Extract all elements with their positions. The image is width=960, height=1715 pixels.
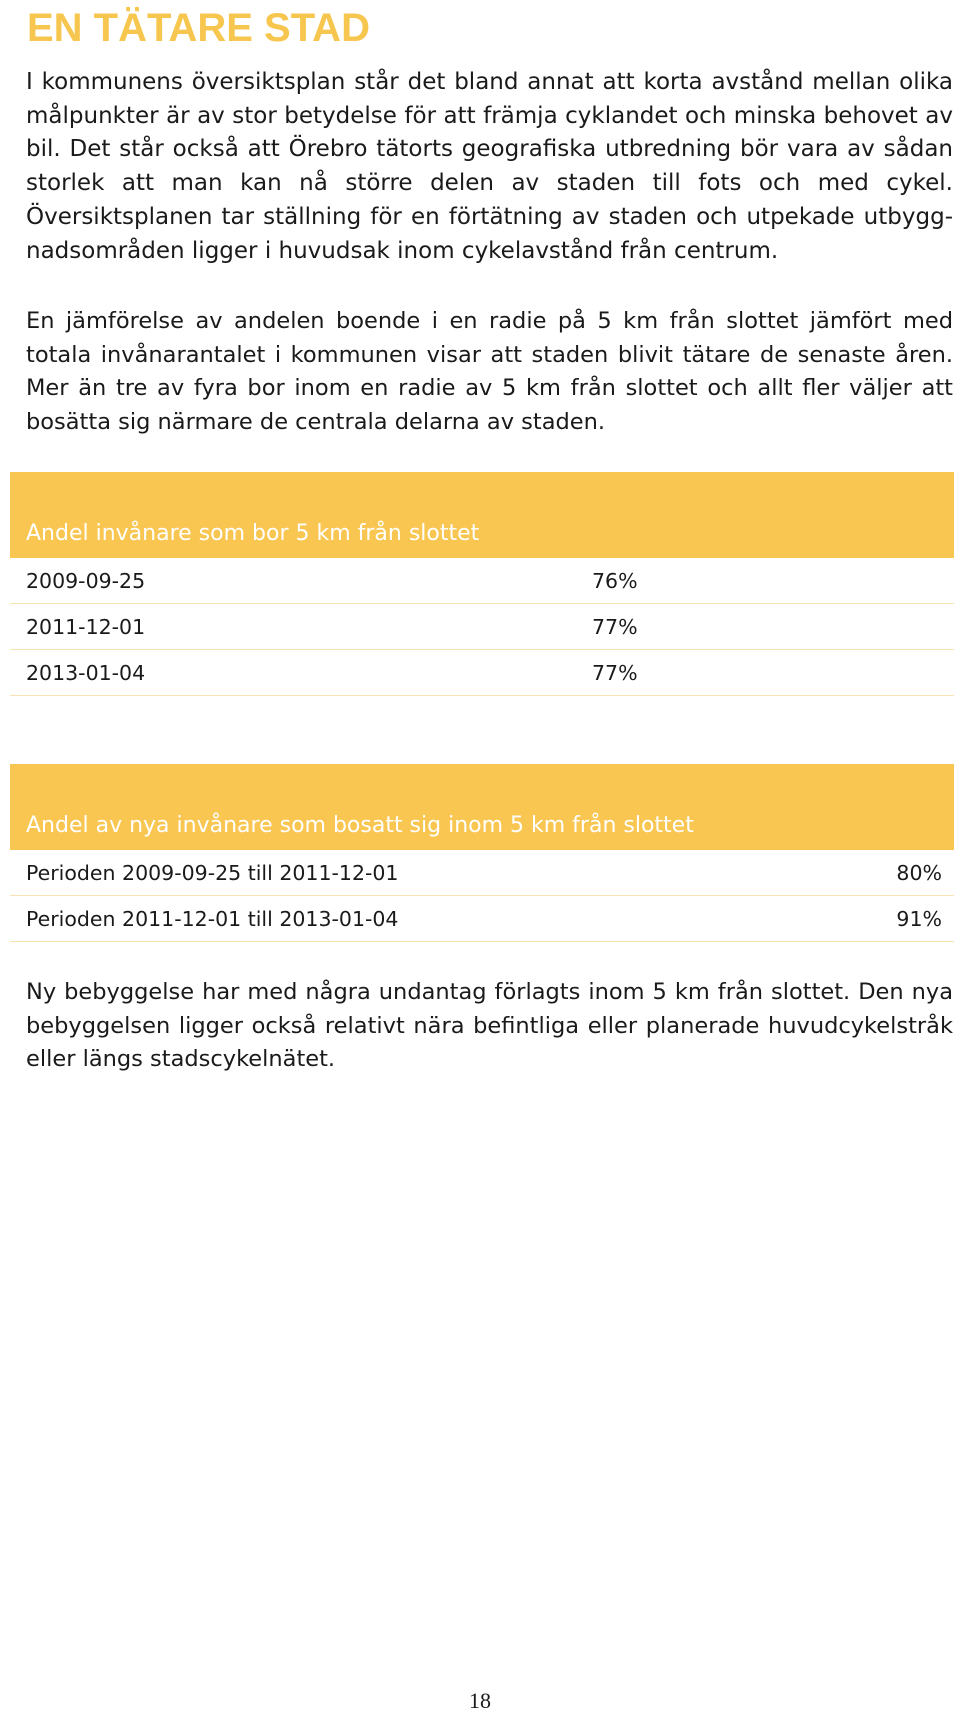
table-row bbox=[10, 650, 954, 696]
row-value: 76% bbox=[592, 569, 638, 593]
table-title: Andel av nya invånare som bosatt sig inom 5 km från slottet bbox=[26, 813, 694, 838]
row-value: 77% bbox=[592, 661, 638, 685]
row-date: 2013-01-04 bbox=[26, 661, 146, 685]
row-date: 2011-12-01 bbox=[26, 615, 146, 639]
row-value: 91% bbox=[896, 907, 942, 931]
table-row bbox=[10, 896, 954, 942]
row-value: 77% bbox=[592, 615, 638, 639]
table-title: Andel invånare som bor 5 km från slottet bbox=[26, 521, 480, 546]
table-header bbox=[10, 764, 954, 850]
row-value: 80% bbox=[896, 861, 942, 885]
table-row bbox=[10, 850, 954, 896]
page-number: 18 bbox=[469, 1688, 491, 1713]
table-row bbox=[10, 604, 954, 650]
new-residents-share-table bbox=[10, 764, 954, 942]
table-row bbox=[10, 558, 954, 604]
comparison-paragraph: En jämförelse av andelen boende i en radie på 5 km från slottet jämfört med totala invånarantalet i kommunen visar att staden blivit tätare de senaste åren. Mer än tre av fyra bor inom en radie av 5 km från slottet och allt fler väljer att bosätta sig närmare de centrala delarna av staden. bbox=[26, 308, 953, 436]
page-title: EN TÄTARE STAD bbox=[27, 6, 370, 50]
residents-share-table bbox=[10, 472, 954, 696]
closing-paragraph: Ny bebyggelse har med några undantag förlagts inom 5 km från slottet. Den nya bebyggelsen ligger också relativt nära befintliga eller planerade huvudcykelstråk eller längs stadscykelnätet. bbox=[26, 979, 953, 1073]
row-period: Perioden 2011-12-01 till 2013-01-04 bbox=[26, 907, 399, 931]
intro-paragraph: I kommunens översiktsplan står det bland annat att korta avstånd mellan olika målpunkter är av stor betydelse för att främja cyklandet och minska behovet av bil. Det står också att Örebro tätorts geografiska utbredning bör vara av sådan storlek att man kan nå större delen av staden till fots och med cykel. Översiktsplanen tar ställning för en förtätning av staden och utpekade utbyggnadsområden ligger i huvudsak inom cykelavstånd från centrum. bbox=[26, 69, 953, 264]
row-period: Perioden 2009-09-25 till 2011-12-01 bbox=[26, 861, 399, 885]
row-date: 2009-09-25 bbox=[26, 569, 146, 593]
table-header bbox=[10, 472, 954, 558]
